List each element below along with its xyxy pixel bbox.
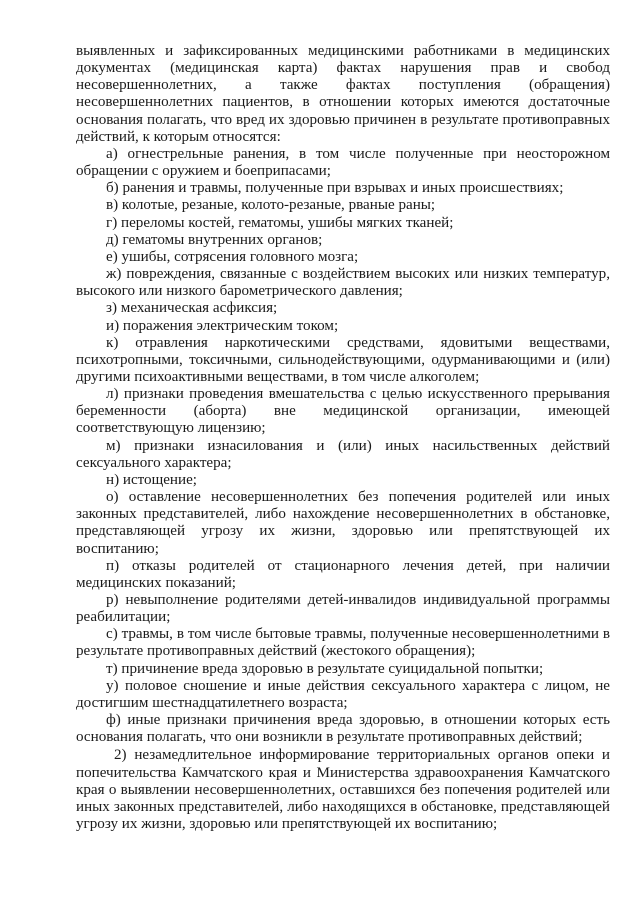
list-item-t: т) причинение вреда здоровью в результате суицидальной попытки;	[106, 660, 544, 677]
list-item-n: н) истощение;	[106, 471, 197, 488]
list-item-m: м) признаки изнасилования и (или) иных насильственных действий сексуального характера;	[76, 437, 610, 471]
list-item-g: г) переломы костей, гематомы, ушибы мягких тканей;	[106, 214, 454, 231]
list-item-i: и) поражения электрическим током;	[106, 317, 339, 334]
intro-paragraph: выявленных и зафиксированных медицинскими работниками в медицинских документах (медицинская карта) фактах нарушения прав и свобод несовершеннолетних, а также фактах поступления (обращения) несовершеннолетних пациентов, в отношении которых имеются достаточные основания полагать, что вред их здоровью причинен в результате противоправных действий, к которым относятся:	[76, 43, 610, 145]
body-text	[76, 43, 610, 833]
list-item-o: о) оставление несовершеннолетних без попечения родителей или иных законных представителей, либо нахождение несовершеннолетних в обстановке, представляющей угрозу их жизни, здоровью или препятствующей их воспитанию;	[76, 489, 610, 557]
list-item-s: с) травмы, в том числе бытовые травмы, полученные несовершеннолетними в результате противоправных действий (жестокого обращения);	[76, 626, 610, 660]
numbered-paragraph-2: 2) незамедлительное информирование территориальных органов опеки и попечительства Камчатского края и Министерства здравоохранения Камчатского края о выявлении несовершеннолетних, оставшихся без попечения родителей или иных законных представителей, либо находящихся в обстановке, представляющей угрозу их жизни, здоровью или препятствующей их воспитанию;	[76, 747, 610, 833]
list-item-r: р) невыполнение родителями детей-инвалидов индивидуальной программы реабилитации;	[76, 592, 610, 626]
list-item-b: б) ранения и травмы, полученные при взрывах и иных происшествиях;	[106, 180, 564, 197]
list-item-u: у) половое сношение и иные действия сексуального характера с лицом, не достигшим шестнадцатилетнего возраста;	[76, 677, 610, 711]
list-item-p: п) отказы родителей от стационарного лечения детей, при наличии медицинских показаний;	[76, 557, 610, 591]
list-item-zh: ж) повреждения, связанные с воздействием высоких или низких температур, высокого или низкого барометрического давления;	[76, 266, 610, 300]
list-item-l: л) признаки проведения вмешательства с целью искусственного прерывания беременности (аборта) вне медицинской организации, имеющей соответствующую лицензию;	[76, 386, 610, 437]
list-item-f: ф) иные признаки причинения вреда здоровью, в отношении которых есть основания полагать, что они возникли в результате противоправных действий;	[76, 712, 610, 746]
list-item-v: в) колотые, резаные, колото-резаные, рваные раны;	[106, 197, 436, 214]
list-item-d: д) гематомы внутренних органов;	[106, 231, 323, 248]
list-item-z: з) механическая асфиксия;	[106, 300, 278, 317]
list-item-k: к) отравления наркотическими средствами, ядовитыми веществами, психотропными, токсичными, сильнодействующими, одурманивающими и (или) другими психоактивными веществами, в том числе алкоголем;	[76, 334, 610, 385]
list-item-a: а) огнестрельные ранения, в том числе полученные при неосторожном обращении с оружием и боеприпасами;	[76, 145, 610, 180]
list-item-e: е) ушибы, сотрясения головного мозга;	[106, 248, 359, 265]
